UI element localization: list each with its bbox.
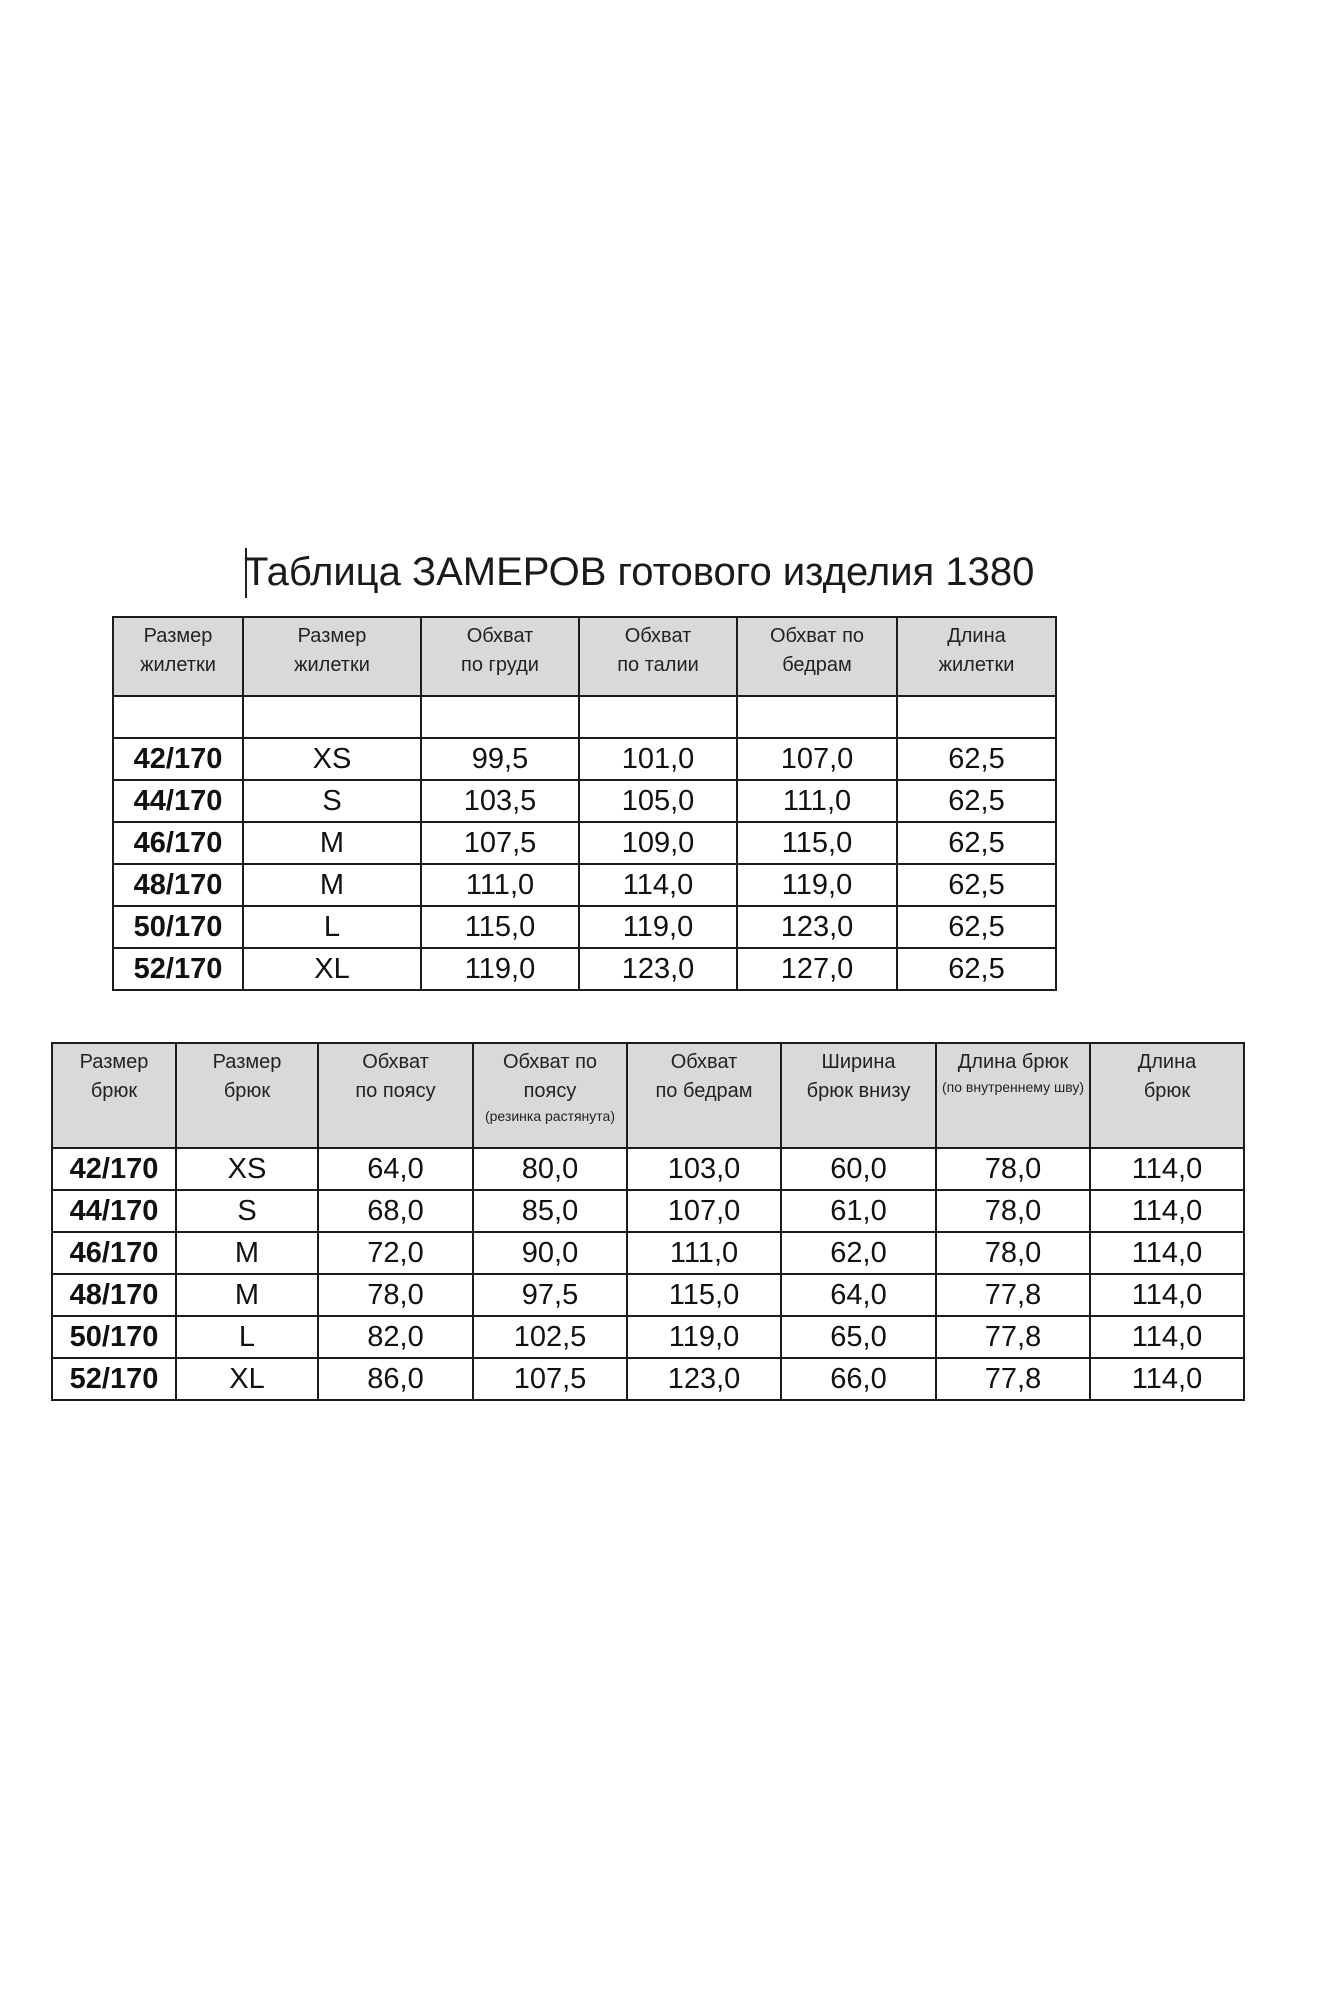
pants-value-cell: 78,0 [936, 1232, 1090, 1274]
table-row [113, 948, 1056, 990]
vest-value-cell: 123,0 [579, 948, 737, 990]
vest-value-cell: 115,0 [421, 906, 579, 948]
header-note: (резинка растянута) [484, 1108, 615, 1124]
vest-gap-cell [243, 696, 421, 738]
pants-value-cell: 61,0 [781, 1190, 936, 1232]
pants-value-cell: 103,0 [627, 1148, 781, 1190]
vest-value-cell: XL [243, 948, 421, 990]
vest-value-cell: XS [243, 738, 421, 780]
pants-size-cell: 48/170 [52, 1274, 176, 1316]
pants-value-cell: 65,0 [781, 1316, 936, 1358]
document-title: Таблица ЗАМЕРОВ готового изделия 1380 [244, 550, 1035, 594]
header-label: по бедрам [655, 1080, 753, 1102]
vest-size-cell: 50/170 [113, 906, 243, 948]
vest-value-cell: 115,0 [737, 822, 897, 864]
pants-size-cell: 46/170 [52, 1232, 176, 1274]
pants-value-cell: 114,0 [1090, 1274, 1244, 1316]
pants-value-cell: 78,0 [318, 1274, 473, 1316]
pants-value-cell: 86,0 [318, 1358, 473, 1400]
pants-value-cell: 111,0 [627, 1232, 781, 1274]
pants-header-waist [318, 1043, 473, 1148]
header-label: брюк [90, 1080, 138, 1102]
vest-header-length: Длина жилетки [897, 617, 1056, 696]
vest-header-chest: Обхват по груди [421, 617, 579, 696]
header-label: Обхват по [502, 1051, 598, 1073]
vest-value-cell: 111,0 [737, 780, 897, 822]
table-row [113, 906, 1056, 948]
pants-value-cell: 78,0 [936, 1190, 1090, 1232]
pants-value-cell: 77,8 [936, 1274, 1090, 1316]
pants-value-cell: L [176, 1316, 318, 1358]
pants-size-cell: 44/170 [52, 1190, 176, 1232]
vest-value-cell: 107,5 [421, 822, 579, 864]
pants-value-cell: 85,0 [473, 1190, 627, 1232]
table-row [52, 1358, 1244, 1400]
pants-value-cell: 77,8 [936, 1358, 1090, 1400]
pants-header-hips [627, 1043, 781, 1148]
pants-value-cell: 114,0 [1090, 1148, 1244, 1190]
vest-value-cell: 127,0 [737, 948, 897, 990]
vest-size-cell: 44/170 [113, 780, 243, 822]
header-label: брюк [1143, 1080, 1191, 1102]
pants-value-cell: 107,5 [473, 1358, 627, 1400]
vest-gap-cell [737, 696, 897, 738]
pants-value-cell: 66,0 [781, 1358, 936, 1400]
pants-size-cell: 42/170 [52, 1148, 176, 1190]
vest-value-cell: 99,5 [421, 738, 579, 780]
pants-value-cell: 90,0 [473, 1232, 627, 1274]
header-label: Размер [79, 1051, 149, 1073]
vest-value-cell: 62,5 [897, 780, 1056, 822]
table-row [52, 1274, 1244, 1316]
table-row [113, 780, 1056, 822]
pants-value-cell: 72,0 [318, 1232, 473, 1274]
pants-value-cell: 68,0 [318, 1190, 473, 1232]
pants-size-cell: 50/170 [52, 1316, 176, 1358]
vest-size-cell: 48/170 [113, 864, 243, 906]
vest-gap-cell [897, 696, 1056, 738]
pants-value-cell: 114,0 [1090, 1232, 1244, 1274]
vest-gap-cell [113, 696, 243, 738]
pants-size-cell: 52/170 [52, 1358, 176, 1400]
vest-measurements-table [112, 616, 1057, 991]
vest-value-cell: 119,0 [421, 948, 579, 990]
pants-value-cell: XL [176, 1358, 318, 1400]
vest-value-cell: 62,5 [897, 738, 1056, 780]
pants-value-cell: 64,0 [781, 1274, 936, 1316]
vest-header-letter-size: Размер жилетки [243, 617, 421, 696]
pants-value-cell: 119,0 [627, 1316, 781, 1358]
vest-value-cell: M [243, 864, 421, 906]
pants-value-cell: 60,0 [781, 1148, 936, 1190]
pants-value-cell: M [176, 1274, 318, 1316]
vest-header-gap [113, 696, 1056, 738]
pants-measurements-table [51, 1042, 1245, 1401]
vest-header-size: Размер жилетки [113, 617, 243, 696]
vest-value-cell: 119,0 [579, 906, 737, 948]
vest-value-cell: 119,0 [737, 864, 897, 906]
pants-value-cell: 78,0 [936, 1148, 1090, 1190]
vest-header-waist: Обхват по талии [579, 617, 737, 696]
header-label: Обхват [362, 1051, 429, 1073]
pants-header-inseam-length [936, 1043, 1090, 1148]
pants-value-cell: 107,0 [627, 1190, 781, 1232]
vest-size-cell: 52/170 [113, 948, 243, 990]
vest-value-cell: 105,0 [579, 780, 737, 822]
vest-value-cell: 62,5 [897, 822, 1056, 864]
pants-value-cell: 62,0 [781, 1232, 936, 1274]
vest-value-cell: 111,0 [421, 864, 579, 906]
table-row [113, 822, 1056, 864]
pants-value-cell: 114,0 [1090, 1316, 1244, 1358]
vest-value-cell: 107,0 [737, 738, 897, 780]
vest-value-cell: 114,0 [579, 864, 737, 906]
pants-header-waist-stretched [473, 1043, 627, 1148]
vest-value-cell: 109,0 [579, 822, 737, 864]
table-row [52, 1232, 1244, 1274]
vest-value-cell: L [243, 906, 421, 948]
pants-value-cell: 115,0 [627, 1274, 781, 1316]
header-label: поясу [523, 1080, 577, 1102]
vest-value-cell: 62,5 [897, 864, 1056, 906]
pants-header-letter-size [176, 1043, 318, 1148]
vest-value-cell: M [243, 822, 421, 864]
pants-value-cell: 97,5 [473, 1274, 627, 1316]
header-label: Ширина [821, 1051, 896, 1073]
header-label: Длина брюк [957, 1051, 1069, 1073]
pants-header-size [52, 1043, 176, 1148]
pants-value-cell: M [176, 1232, 318, 1274]
table-row [52, 1316, 1244, 1358]
pants-value-cell: 114,0 [1090, 1358, 1244, 1400]
pants-header-length [1090, 1043, 1244, 1148]
vest-header-hips: Обхват по бедрам [737, 617, 897, 696]
table-row [113, 738, 1056, 780]
header-label: Длина [1137, 1051, 1197, 1073]
table-row [113, 864, 1056, 906]
header-label: брюк [223, 1080, 271, 1102]
vest-size-cell: 46/170 [113, 822, 243, 864]
vest-value-cell: S [243, 780, 421, 822]
pants-header-hem-width [781, 1043, 936, 1148]
vest-value-cell: 62,5 [897, 948, 1056, 990]
vest-value-cell: 123,0 [737, 906, 897, 948]
pants-value-cell: S [176, 1190, 318, 1232]
pants-value-cell: 82,0 [318, 1316, 473, 1358]
vest-value-cell: 101,0 [579, 738, 737, 780]
pants-value-cell: 77,8 [936, 1316, 1090, 1358]
header-label: брюк внизу [806, 1080, 911, 1102]
vest-gap-cell [579, 696, 737, 738]
header-label: по поясу [355, 1080, 436, 1102]
pants-value-cell: 123,0 [627, 1358, 781, 1400]
vest-gap-cell [421, 696, 579, 738]
vest-value-cell: 62,5 [897, 906, 1056, 948]
vest-value-cell: 103,5 [421, 780, 579, 822]
header-label: Размер [212, 1051, 282, 1073]
pants-value-cell: 80,0 [473, 1148, 627, 1190]
header-note: (по внутреннему шву) [941, 1079, 1085, 1095]
pants-value-cell: XS [176, 1148, 318, 1190]
pants-value-cell: 64,0 [318, 1148, 473, 1190]
vest-size-cell: 42/170 [113, 738, 243, 780]
header-label: Обхват [670, 1051, 738, 1073]
table-row [52, 1148, 1244, 1190]
pants-value-cell: 114,0 [1090, 1190, 1244, 1232]
pants-value-cell: 102,5 [473, 1316, 627, 1358]
table-row [52, 1190, 1244, 1232]
